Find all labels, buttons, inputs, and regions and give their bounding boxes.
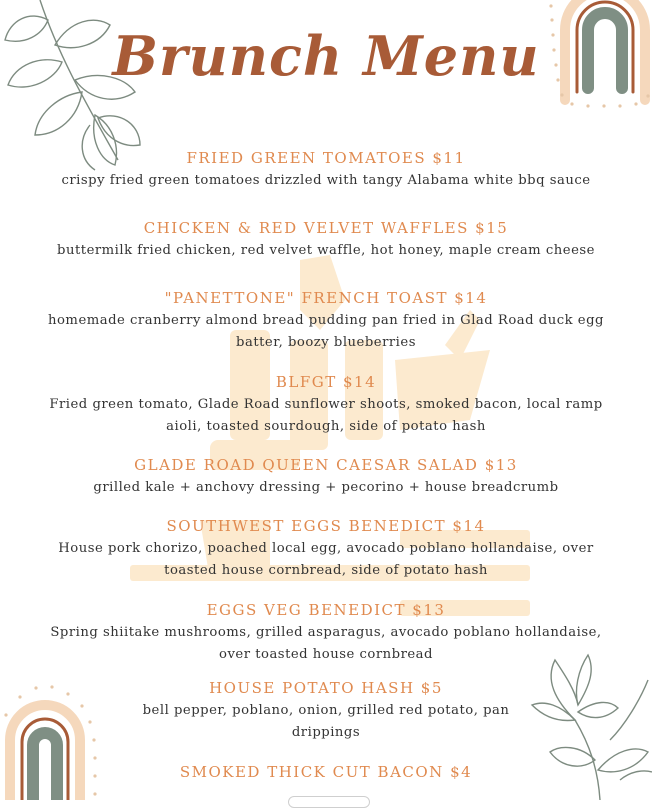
item-name: SOUTHWEST EGGS BENEDICT $14 — [166, 517, 486, 535]
menu-item — [0, 516, 652, 582]
item-description: Fried green tomato, Glade Road sunflower shoots, smoked bacon, local ramp aioli, toasted sourdough, side of potato hash — [49, 397, 603, 434]
scroll-indicator — [288, 796, 370, 808]
item-description: grilled kale + anchovy dressing + pecorino + house breadcrumb — [93, 480, 559, 495]
item-description: bell pepper, poblano, onion, grilled red potato, pan drippings — [142, 703, 510, 740]
item-name: "PANETTONE" FRENCH TOAST $14 — [164, 289, 488, 307]
item-name: CHICKEN & RED VELVET WAFFLES $15 — [143, 219, 509, 237]
item-description: crispy fried green tomatoes drizzled with tangy Alabama white bbq sauce — [61, 173, 591, 188]
menu-item — [0, 148, 652, 192]
item-description: buttermilk fried chicken, red velvet waffle, hot honey, maple cream cheese — [57, 243, 595, 258]
menu-item — [0, 218, 652, 262]
item-name: BLFGT $14 — [275, 373, 377, 391]
item-name: EGGS VEG BENEDICT $13 — [206, 601, 446, 619]
item-name: HOUSE POTATO HASH $5 — [209, 679, 443, 697]
item-description: homemade cranberry almond bread pudding pan fried in Glad Road duck egg batter, boozy blueberries — [48, 313, 604, 350]
item-description: House pork chorizo, poached local egg, avocado poblano hollandaise, over toasted house cornbread, side of potato hash — [58, 541, 594, 578]
menu-item — [0, 288, 652, 354]
item-name: FRIED GREEN TOMATOES $11 — [186, 149, 466, 167]
item-name: GLADE ROAD QUEEN CAESAR SALAD $13 — [134, 456, 518, 474]
menu-item — [0, 762, 652, 782]
menu-item — [0, 600, 652, 666]
menu-item — [0, 455, 652, 499]
menu-item — [0, 678, 652, 744]
menu-title: Brunch Menu — [112, 24, 540, 88]
item-name: SMOKED THICK CUT BACON $4 — [179, 763, 473, 781]
menu-item — [0, 372, 652, 438]
item-description: Spring shiitake mushrooms, grilled asparagus, avocado poblano hollandaise, over toasted house cornbread — [50, 625, 602, 662]
